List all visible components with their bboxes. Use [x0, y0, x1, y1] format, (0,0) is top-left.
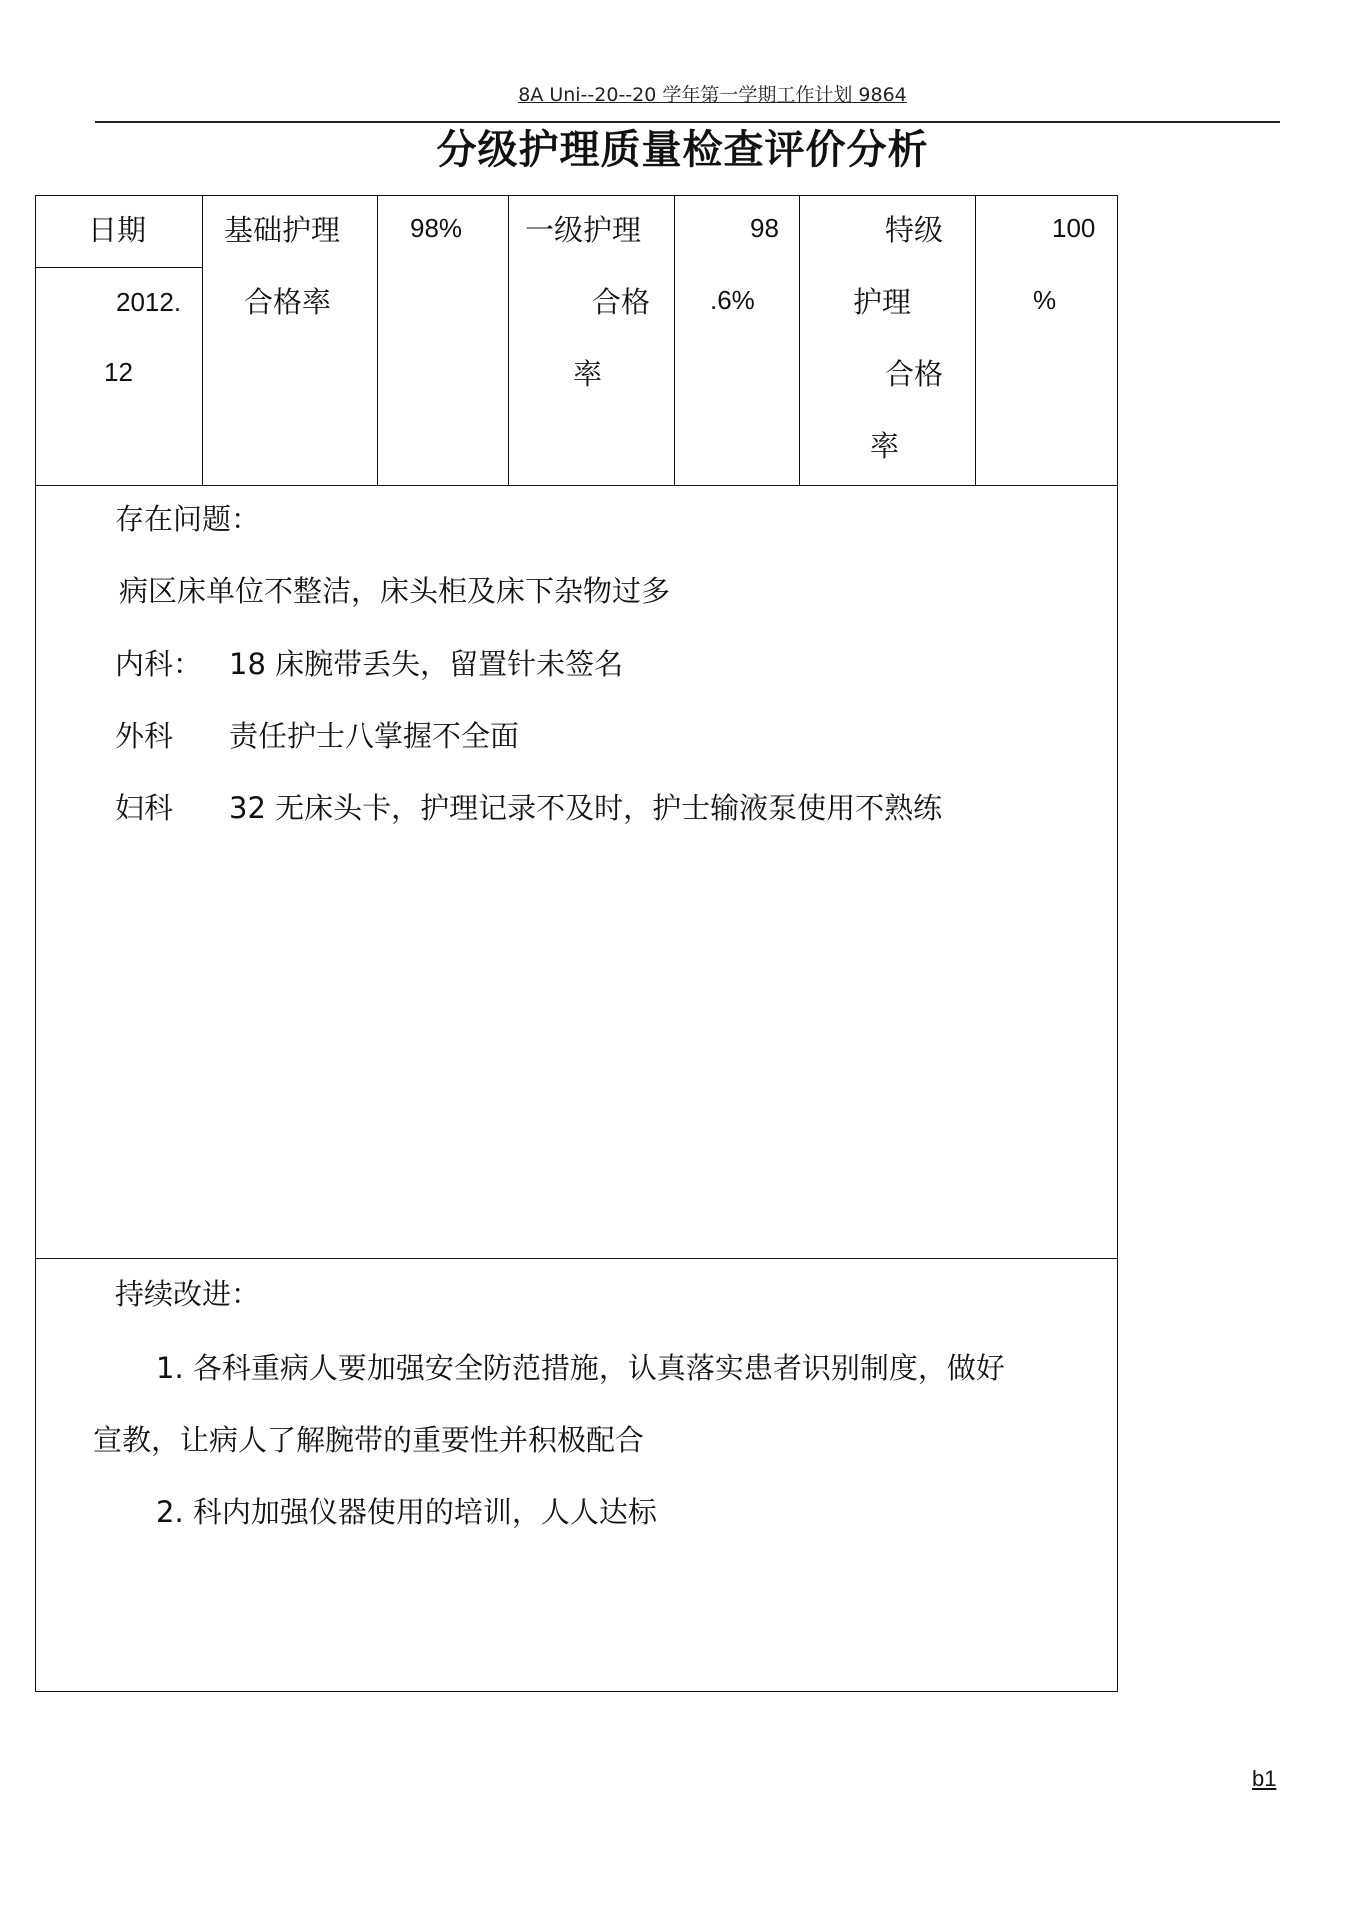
- level1-nursing-label-line2: 合格: [592, 285, 651, 319]
- problems-general: 病区床单位不整洁，床头柜及床下杂物过多: [119, 574, 671, 608]
- problem-text-gynecology: 32 无床头卡，护理记录不及时，护士输液泵使用不熟练: [229, 791, 943, 825]
- problems-heading: 存在问题：: [115, 502, 261, 536]
- date-divider: [35, 267, 203, 268]
- level1-nursing-rate-line1: 98: [750, 213, 779, 243]
- col-divider-6: [975, 195, 976, 485]
- date-value-line1: 2012.: [116, 287, 182, 317]
- improvement-item1-line2: 宣教，让病人了解腕带的重要性并积极配合: [93, 1423, 645, 1457]
- level1-nursing-rate-line2: .6%: [710, 285, 755, 315]
- date-label: 日期: [88, 213, 147, 247]
- basic-nursing-label-line2: 合格率: [244, 285, 332, 319]
- basic-nursing-label-line1: 基础护理: [224, 213, 341, 247]
- table-frame: [35, 195, 1118, 1692]
- page-number: b1: [1252, 1766, 1277, 1791]
- level1-nursing-label-line1: 一级护理: [525, 213, 642, 247]
- improvement-heading: 持续改进：: [115, 1277, 261, 1311]
- col-divider-4: [674, 195, 675, 485]
- improvement-item1-line1: 1. 各科重病人要加强安全防范措施，认真落实患者识别制度，做好: [156, 1351, 1005, 1385]
- col-divider-1: [202, 195, 203, 485]
- special-nursing-label-line3: 合格: [885, 357, 944, 391]
- page-header: 8A Uni--20--20 学年第一学期工作计划 9864: [518, 84, 907, 106]
- date-value-line2: 12: [104, 357, 133, 387]
- special-nursing-rate-line2: %: [1033, 285, 1057, 315]
- col-divider-3: [508, 195, 509, 485]
- col-divider-5: [799, 195, 800, 485]
- document-title: 分级护理质量检查评价分析: [436, 126, 929, 173]
- level1-nursing-label-line3: 率: [573, 357, 603, 391]
- basic-nursing-rate: 98%: [410, 213, 463, 243]
- special-nursing-label-line1: 特级: [885, 213, 944, 247]
- row-divider-mid: [35, 1258, 1118, 1259]
- problem-text-surgery: 责任护士八掌握不全面: [229, 719, 520, 753]
- col-divider-2: [377, 195, 378, 485]
- improvement-item2: 2. 科内加强仪器使用的培训，人人达标: [156, 1495, 657, 1529]
- special-nursing-label-line2: 护理: [853, 285, 912, 319]
- row-divider-top: [35, 485, 1118, 486]
- special-nursing-label-line4: 率: [870, 429, 900, 463]
- problem-dept-internal: 内科：: [115, 647, 203, 681]
- problem-text-internal: 18 床腕带丢失，留置针未签名: [229, 647, 624, 681]
- problem-dept-surgery: 外科: [115, 719, 174, 753]
- special-nursing-rate-line1: 100: [1052, 213, 1096, 243]
- problem-dept-gynecology: 妇科: [115, 791, 174, 825]
